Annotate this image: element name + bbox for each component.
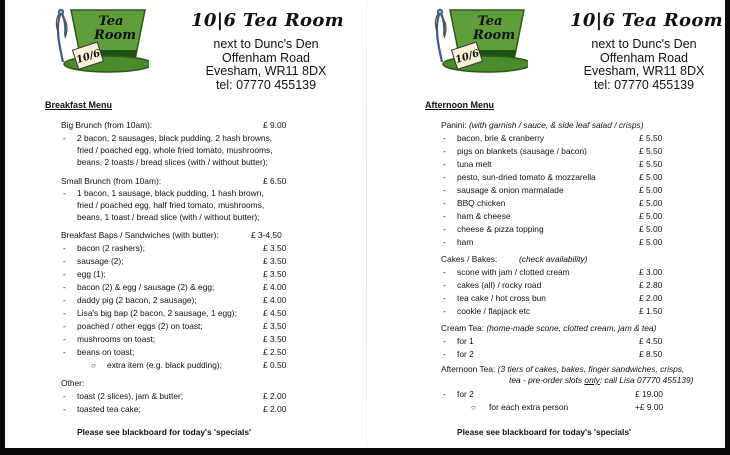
logo-text-line-1: Tea <box>477 14 503 29</box>
bap-item-price: £ 4.00 <box>263 282 287 292</box>
panini-item-price: £ 5.50 <box>639 146 663 156</box>
bullet-dash: - <box>443 133 446 143</box>
specials-notice: Please see blackboard for today's 'specials' <box>457 427 632 437</box>
bap-item: egg (1); <box>77 269 106 279</box>
panini-item-price: £ 5.00 <box>639 198 663 208</box>
bullet-dash: - <box>63 321 66 331</box>
address-line-2: Offenham Road <box>599 50 689 65</box>
afternoon-tea-section-title <box>441 364 684 375</box>
afternoon-column <box>367 0 725 448</box>
baps-price: £ 3-4.50 <box>251 230 282 240</box>
logo-text-line-2: Room <box>473 28 515 43</box>
panini-item: cheese & pizza topping <box>457 224 544 234</box>
tea-room-hat-logo <box>432 4 528 76</box>
address-line-1: next to Dunc's Den <box>213 37 319 51</box>
bullet-circle: ○ <box>471 403 476 412</box>
address-line-2: Offenham Road <box>221 50 311 65</box>
small-brunch-price: £ 6.50 <box>263 176 287 186</box>
address-line-3: Evesham, WR11 8DX <box>583 64 705 78</box>
bap-item: daddy pig (2 bacon, 2 sausage); <box>77 295 197 305</box>
afternoon-tea-note-1: (3 tiers of cakes, bakes, finger sandwiches, crisps, <box>497 364 685 374</box>
bullet-dash: - <box>63 282 66 292</box>
bap-item: mushrooms on toast; <box>77 334 156 344</box>
afternoon-tea-extra: for each extra person <box>489 402 569 412</box>
bullet-dash: - <box>63 256 66 266</box>
bullet-dash: - <box>443 198 446 208</box>
bap-item-price: £ 3.50 <box>263 321 287 331</box>
bullet-dash: - <box>443 172 446 182</box>
afternoon-tea-item-price: £ 19.00 <box>635 389 663 399</box>
address-block <box>191 38 341 92</box>
cake-item-price: £ 2.00 <box>639 293 663 303</box>
bap-item-price: £ 4.50 <box>263 308 287 318</box>
bap-item: bacon (2) & egg / sausage (2) & egg; <box>77 282 215 292</box>
tea-room-name: 10|6 Tea Room <box>191 10 345 31</box>
bullet-dash: - <box>63 347 66 357</box>
cream-tea-item-price: £ 8.50 <box>639 349 663 359</box>
tea-room-name: 10|6 Tea Room <box>570 10 724 31</box>
bullet-dash: - <box>443 349 446 359</box>
bullet-dash: - <box>443 280 446 290</box>
address-line-3: Evesham, WR11 8DX <box>205 64 327 78</box>
tea-room-hat-logo <box>53 4 149 76</box>
small-brunch-line-3: beans, 1 toast / bread slice (with / without butter); <box>77 212 260 222</box>
bullet-dash: - <box>63 243 66 253</box>
bap-item: poached / other eggs (2) on toast; <box>77 321 203 331</box>
bullet-dash: - <box>443 237 446 247</box>
panini-item-price: £ 5.00 <box>639 224 663 234</box>
menu-sheet <box>5 0 725 448</box>
bullet-dash: - <box>443 389 446 399</box>
panini-item: sausage & onion marmalade <box>457 185 564 195</box>
afternoon-tea-note-2b: only <box>584 375 600 385</box>
other-item: toast (2 slices), jam & butter; <box>77 391 184 401</box>
big-brunch-title: Big Brunch (from 10am): <box>61 120 153 130</box>
afternoon-tea-note-2c: : call Lisa 07770 455139) <box>599 375 694 385</box>
panini-section-title <box>441 120 644 131</box>
afternoon-menu-heading: Afternoon Menu <box>425 100 494 110</box>
bap-item-price: £ 4.00 <box>263 295 287 305</box>
address-line-1: next to Dunc's Den <box>591 37 697 51</box>
panini-item: bacon, brie & cranberry <box>457 133 545 143</box>
bullet-dash: - <box>443 306 446 316</box>
bap-item-price: £ 2.50 <box>263 347 287 357</box>
bullet-dash: - <box>443 159 446 169</box>
phone-number: tel: 07770 455139 <box>215 77 317 92</box>
bullet-dash: - <box>63 133 66 143</box>
address-block <box>569 38 719 92</box>
bap-extra-price: £ 0.50 <box>263 360 287 370</box>
afternoon-tea-note-2a: tea - pre-order slots <box>509 375 583 385</box>
small-brunch-title: Small Brunch (from 10am): <box>61 176 162 186</box>
cakes-note: (check availability) <box>519 254 588 264</box>
panini-item-price: £ 5.00 <box>639 172 663 182</box>
cake-item: scone with jam / clotted cream <box>457 267 570 277</box>
bullet-dash: - <box>63 295 66 305</box>
bullet-dash: - <box>63 188 66 198</box>
bullet-dash: - <box>443 146 446 156</box>
logo-price-tag: 10/6 <box>75 48 102 67</box>
cake-item: cookie / flapjack etc <box>457 306 531 316</box>
afternoon-tea-note-line-2 <box>509 375 693 386</box>
bap-extra-item: extra item (e.g. black pudding); <box>107 360 222 370</box>
cake-item-price: £ 1.50 <box>639 306 663 316</box>
bap-item: Lisa's big bap (2 bacon, 2 sausage, 1 egg); <box>77 308 237 318</box>
other-title: Other: <box>61 378 85 388</box>
afternoon-tea-extra-price: +£ 9.00 <box>635 402 664 412</box>
bullet-dash: - <box>443 267 446 277</box>
cake-item-price: £ 2.80 <box>639 280 663 290</box>
cream-tea-item-price: £ 4.50 <box>639 336 663 346</box>
big-brunch-line-2: fried / poached egg, whole fried tomato, mushrooms, <box>77 145 273 155</box>
bap-item: sausage (2); <box>77 256 124 266</box>
logo-text-line-1: Tea <box>98 14 124 29</box>
bullet-dash: - <box>443 293 446 303</box>
cream-tea-item: for 2 <box>457 349 474 359</box>
bullet-dash: - <box>443 224 446 234</box>
phone-number: tel: 07770 455139 <box>593 77 695 92</box>
panini-item-price: £ 5.50 <box>639 133 663 143</box>
panini-item: ham <box>457 237 474 247</box>
breakfast-column <box>5 0 365 448</box>
small-brunch-line-1: 1 bacon, 1 sausage, black pudding, 1 hash brown, <box>77 188 264 198</box>
panini-title: Panini: <box>441 120 467 130</box>
bap-item-price: £ 3.50 <box>263 243 287 253</box>
logo-text-line-2: Room <box>94 28 136 43</box>
cream-tea-section-title <box>441 323 656 334</box>
big-brunch-line-1: 2 bacon, 2 sausages, black pudding, 2 hash browns, <box>77 133 273 143</box>
bullet-dash: - <box>63 269 66 279</box>
bap-item-price: £ 3.50 <box>263 334 287 344</box>
panini-item: ham & cheese <box>457 211 511 221</box>
panini-item-price: £ 5.00 <box>639 211 663 221</box>
bullet-dash: - <box>63 308 66 318</box>
bullet-dash: - <box>63 334 66 344</box>
other-item: toasted tea cake; <box>77 404 141 414</box>
afternoon-tea-title: Afternoon Tea: <box>441 364 496 374</box>
panini-item-price: £ 5.00 <box>639 237 663 247</box>
cakes-title: Cakes / Bakes: <box>441 254 498 264</box>
cream-tea-title: Cream Tea: <box>441 323 485 333</box>
other-item-price: £ 2.00 <box>263 391 287 401</box>
specials-notice: Please see blackboard for today's 'specials' <box>77 427 252 437</box>
bullet-dash: - <box>443 185 446 195</box>
panini-item-price: £ 5.00 <box>639 185 663 195</box>
small-brunch-line-2: fried / poached egg, half fried tomato, mushrooms, <box>77 200 265 210</box>
panini-item-price: £ 5.50 <box>639 159 663 169</box>
cake-item: cakes (all) / rocky road <box>457 280 542 290</box>
panini-note: (with garnish / sauce, & side leaf salad / crisps) <box>468 120 644 130</box>
bap-item-price: £ 3.50 <box>263 269 287 279</box>
bullet-circle: ○ <box>91 361 96 370</box>
bullet-dash: - <box>443 336 446 346</box>
bap-item-price: £ 3.50 <box>263 256 287 266</box>
bap-item: beans on toast; <box>77 347 135 357</box>
big-brunch-price: £ 9.00 <box>263 120 287 130</box>
bap-item: bacon (2 rashers); <box>77 243 145 253</box>
bullet-dash: - <box>443 211 446 221</box>
breakfast-menu-heading: Breakfast Menu <box>45 100 113 110</box>
other-item-price: £ 2.00 <box>263 404 287 414</box>
baps-title: Breakfast Baps / Sandwiches (with butter): <box>61 230 219 240</box>
cake-item: tea cake / hot cross bun <box>457 293 546 303</box>
panini-item: tuna melt <box>457 159 492 169</box>
cake-item-price: £ 3.00 <box>639 267 663 277</box>
big-brunch-line-3: beans, 2 toasts / bread slices (with / without butter); <box>77 157 268 167</box>
cream-tea-item: for 1 <box>457 336 474 346</box>
logo-price-tag: 10/6 <box>454 48 481 67</box>
afternoon-tea-item: for 2 <box>457 389 474 399</box>
bullet-dash: - <box>63 404 66 414</box>
panini-item: pesto, sun-dried tomato & mozzarella <box>457 172 596 182</box>
panini-item: BBQ chicken <box>457 198 506 208</box>
bullet-dash: - <box>63 391 66 401</box>
cream-tea-note: (home-made scone, clotted cream, jam & tea) <box>486 323 657 333</box>
panini-item: pigs on blankets (sausage / bacon) <box>457 146 587 156</box>
